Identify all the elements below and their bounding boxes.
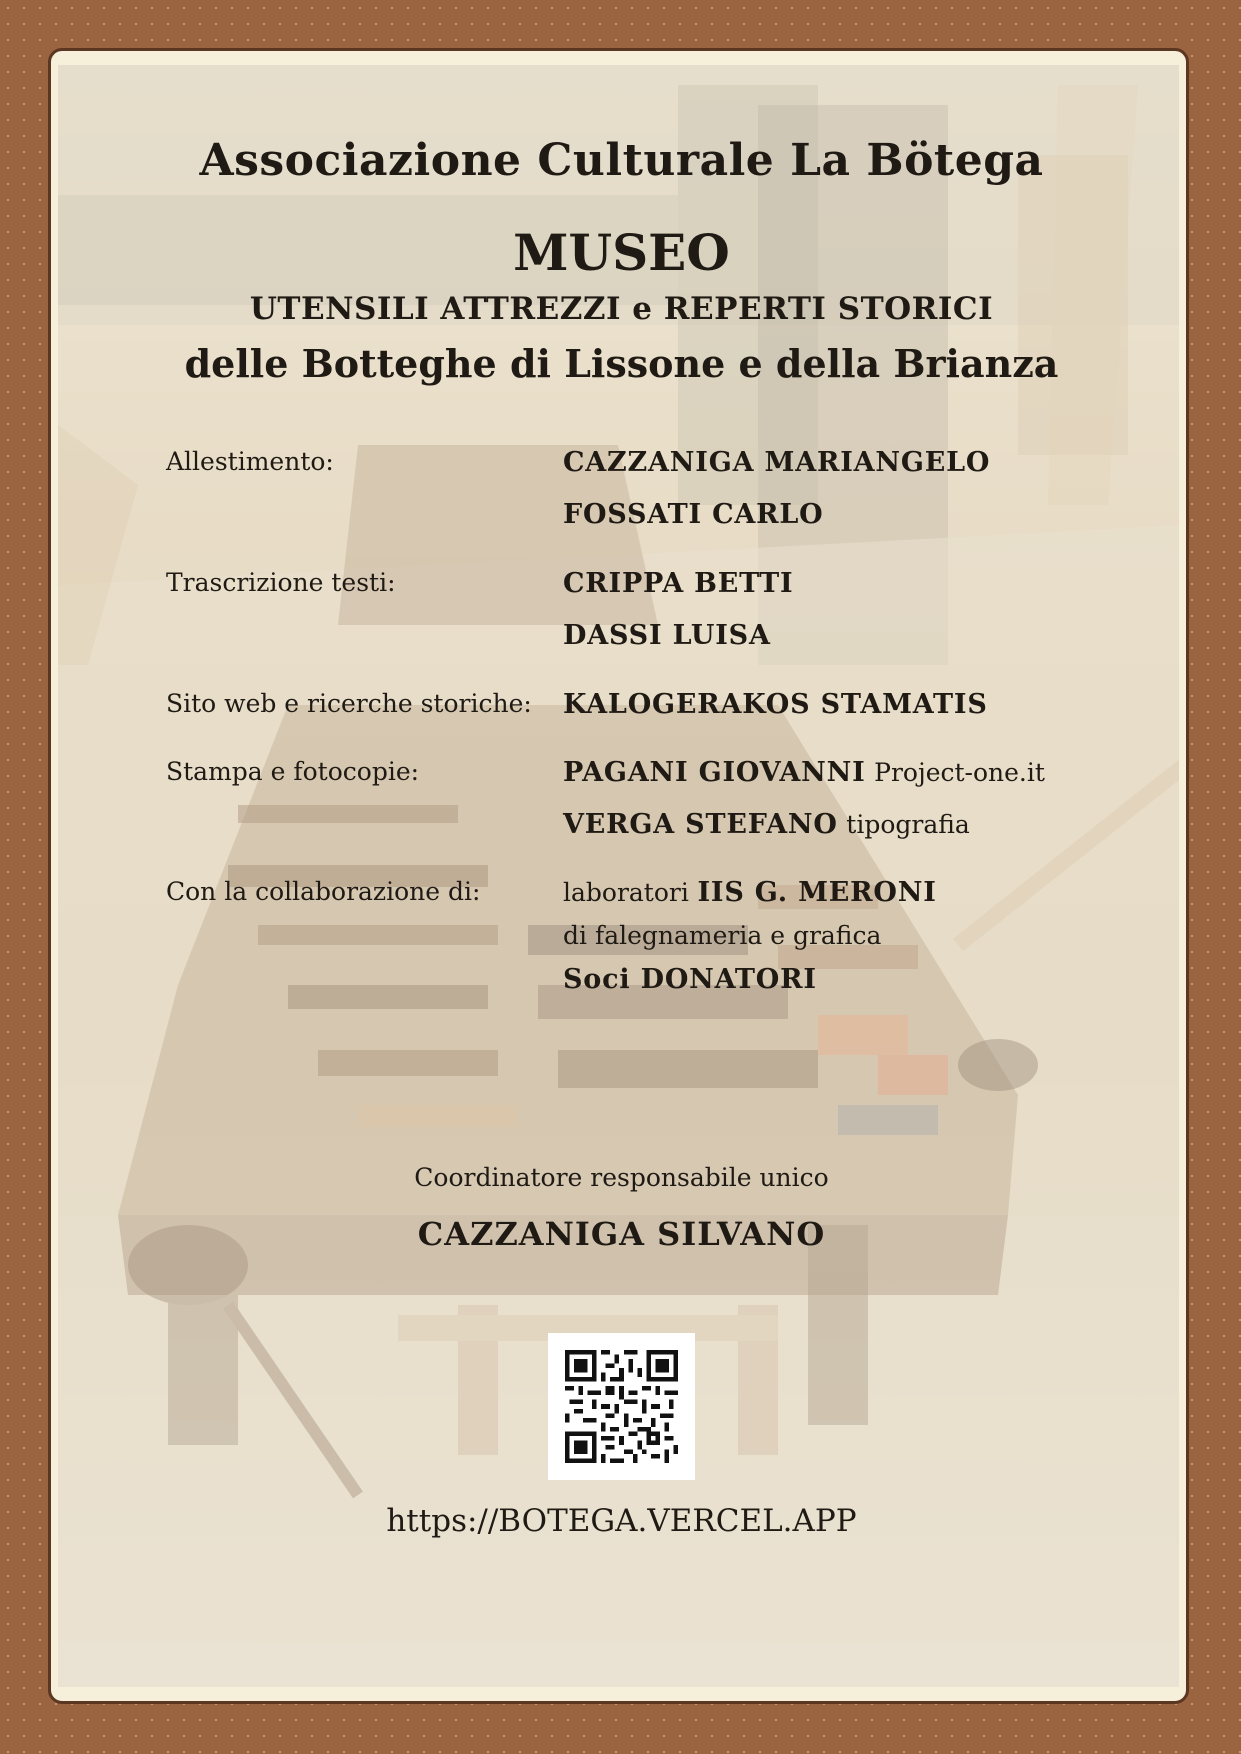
qr-code-graphic (565, 1350, 678, 1463)
coordinator-name: CAZZANIGA SILVANO (417, 1215, 826, 1253)
credit-label: Con la collaborazione di: (166, 877, 481, 906)
credit-name: IIS G. MERONI (697, 877, 937, 908)
credit-name: KALOGERAKOS STAMATIS (563, 689, 988, 720)
credit-name: VERGA STEFANO (563, 809, 838, 840)
credit-label: Sito web e ricerche storiche: (166, 689, 532, 718)
credit-label: Stampa e fotocopie: (166, 757, 420, 786)
poster-content (51, 51, 1189, 1704)
credit-name: Soci DONATORI (563, 964, 817, 995)
credit-name: CAZZANIGA MARIANGELO (563, 447, 991, 478)
credit-affiliation: tipografia (846, 810, 970, 839)
credit-name: CRIPPA BETTI (563, 568, 794, 599)
credit-line (563, 920, 881, 951)
website-url[interactable]: https://BOTEGA.VERCEL.APP (386, 1503, 857, 1539)
museum-subtitle-line2: delle Botteghe di Lissone e della Brianza (184, 341, 1059, 386)
credit-label: Trascrizione testi: (166, 568, 396, 597)
credit-name: PAGANI GIOVANNI (563, 757, 866, 788)
credit-prefix: di falegnameria e grafica (563, 921, 882, 950)
credit-line (563, 757, 1045, 788)
credit-line (563, 877, 937, 908)
credit-label: Allestimento: (166, 447, 334, 476)
credit-prefix: laboratori (563, 878, 689, 907)
credit-name: DASSI LUISA (563, 620, 771, 651)
museum-title: MUSEO (513, 223, 730, 282)
poster-frame (48, 48, 1189, 1704)
association-title: Associazione Culturale La Bötega (199, 135, 1044, 186)
credit-name: FOSSATI CARLO (563, 499, 824, 530)
credit-affiliation: Project-one.it (874, 758, 1045, 787)
coordinator-label: Coordinatore responsabile unico (414, 1163, 829, 1192)
museum-subtitle-line1: UTENSILI ATTREZZI e REPERTI STORICI (249, 291, 994, 327)
qr-code-icon[interactable] (548, 1333, 695, 1480)
credit-line (563, 809, 970, 840)
